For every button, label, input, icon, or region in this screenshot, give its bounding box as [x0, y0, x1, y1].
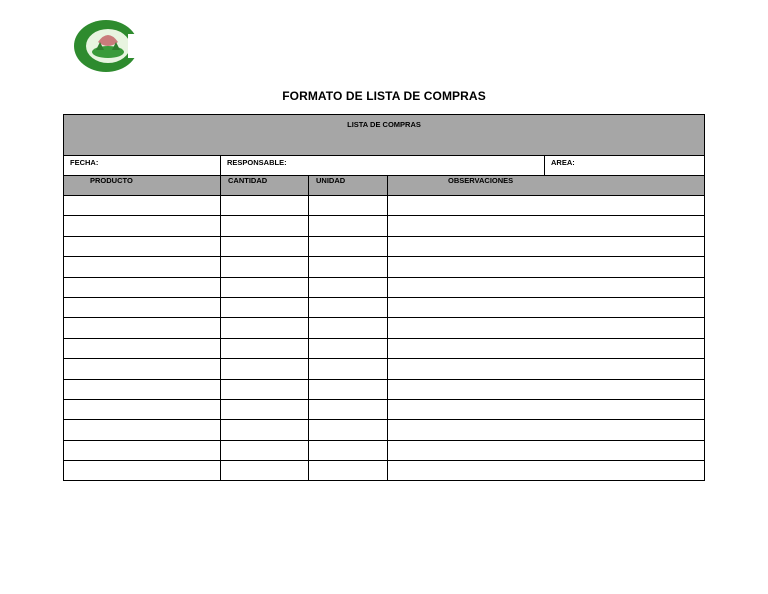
- cell-cantidad[interactable]: [221, 420, 309, 440]
- table-row: [64, 379, 705, 399]
- table-row: [64, 338, 705, 358]
- fecha-label: FECHA:: [64, 156, 221, 176]
- table-row: [64, 399, 705, 419]
- cell-unidad[interactable]: [309, 420, 388, 440]
- column-header-observaciones: OBSERVACIONES: [388, 176, 705, 196]
- cell-producto[interactable]: [64, 338, 221, 358]
- cell-producto[interactable]: [64, 257, 221, 277]
- table-row: [64, 440, 705, 460]
- cell-cantidad[interactable]: [221, 461, 309, 481]
- table-row: [64, 196, 705, 216]
- cell-cantidad[interactable]: [221, 297, 309, 317]
- cell-producto[interactable]: [64, 277, 221, 297]
- cell-producto[interactable]: [64, 420, 221, 440]
- cell-cantidad[interactable]: [221, 277, 309, 297]
- cell-unidad[interactable]: [309, 379, 388, 399]
- cell-cantidad[interactable]: [221, 196, 309, 216]
- cell-producto[interactable]: [64, 399, 221, 419]
- cell-unidad[interactable]: [309, 359, 388, 379]
- cell-observaciones[interactable]: [388, 216, 705, 236]
- cell-observaciones[interactable]: [388, 236, 705, 256]
- table-row: [64, 216, 705, 236]
- column-header-producto: PRODUCTO: [64, 176, 221, 196]
- cell-producto[interactable]: [64, 196, 221, 216]
- table-row: [64, 297, 705, 317]
- cell-unidad[interactable]: [309, 257, 388, 277]
- table-body: [64, 196, 705, 481]
- cell-observaciones[interactable]: [388, 359, 705, 379]
- cell-producto[interactable]: [64, 461, 221, 481]
- cell-observaciones[interactable]: [388, 440, 705, 460]
- logo-emblem-icon: [68, 16, 148, 76]
- cell-unidad[interactable]: [309, 196, 388, 216]
- cell-producto[interactable]: [64, 216, 221, 236]
- cell-producto[interactable]: [64, 297, 221, 317]
- cell-observaciones[interactable]: [388, 196, 705, 216]
- cell-cantidad[interactable]: [221, 318, 309, 338]
- company-logo: [68, 16, 148, 76]
- cell-cantidad[interactable]: [221, 379, 309, 399]
- cell-unidad[interactable]: [309, 338, 388, 358]
- cell-unidad[interactable]: [309, 461, 388, 481]
- cell-producto[interactable]: [64, 236, 221, 256]
- cell-observaciones[interactable]: [388, 257, 705, 277]
- cell-producto[interactable]: [64, 440, 221, 460]
- cell-cantidad[interactable]: [221, 216, 309, 236]
- cell-producto[interactable]: [64, 379, 221, 399]
- cell-unidad[interactable]: [309, 236, 388, 256]
- area-label: AREA:: [545, 156, 705, 176]
- table-row: [64, 461, 705, 481]
- responsable-label: RESPONSABLE:: [221, 156, 545, 176]
- cell-producto[interactable]: [64, 359, 221, 379]
- cell-observaciones[interactable]: [388, 461, 705, 481]
- cell-observaciones[interactable]: [388, 379, 705, 399]
- cell-cantidad[interactable]: [221, 236, 309, 256]
- document-title: FORMATO DE LISTA DE COMPRAS: [282, 89, 486, 103]
- cell-producto[interactable]: [64, 318, 221, 338]
- cell-observaciones[interactable]: [388, 297, 705, 317]
- cell-observaciones[interactable]: [388, 338, 705, 358]
- column-header-cantidad: CANTIDAD: [221, 176, 309, 196]
- cell-unidad[interactable]: [309, 277, 388, 297]
- cell-observaciones[interactable]: [388, 318, 705, 338]
- cell-cantidad[interactable]: [221, 257, 309, 277]
- cell-observaciones[interactable]: [388, 277, 705, 297]
- cell-observaciones[interactable]: [388, 399, 705, 419]
- table-row: [64, 359, 705, 379]
- cell-cantidad[interactable]: [221, 440, 309, 460]
- table-banner: LISTA DE COMPRAS: [64, 115, 705, 156]
- cell-cantidad[interactable]: [221, 338, 309, 358]
- table-row: [64, 318, 705, 338]
- cell-observaciones[interactable]: [388, 420, 705, 440]
- cell-unidad[interactable]: [309, 399, 388, 419]
- table-row: [64, 236, 705, 256]
- cell-unidad[interactable]: [309, 216, 388, 236]
- shopping-list-table: [63, 114, 705, 481]
- table-row: [64, 257, 705, 277]
- cell-cantidad[interactable]: [221, 359, 309, 379]
- table-row: [64, 277, 705, 297]
- cell-unidad[interactable]: [309, 318, 388, 338]
- table-row: [64, 420, 705, 440]
- column-header-unidad: UNIDAD: [309, 176, 388, 196]
- cell-cantidad[interactable]: [221, 399, 309, 419]
- cell-unidad[interactable]: [309, 440, 388, 460]
- cell-unidad[interactable]: [309, 297, 388, 317]
